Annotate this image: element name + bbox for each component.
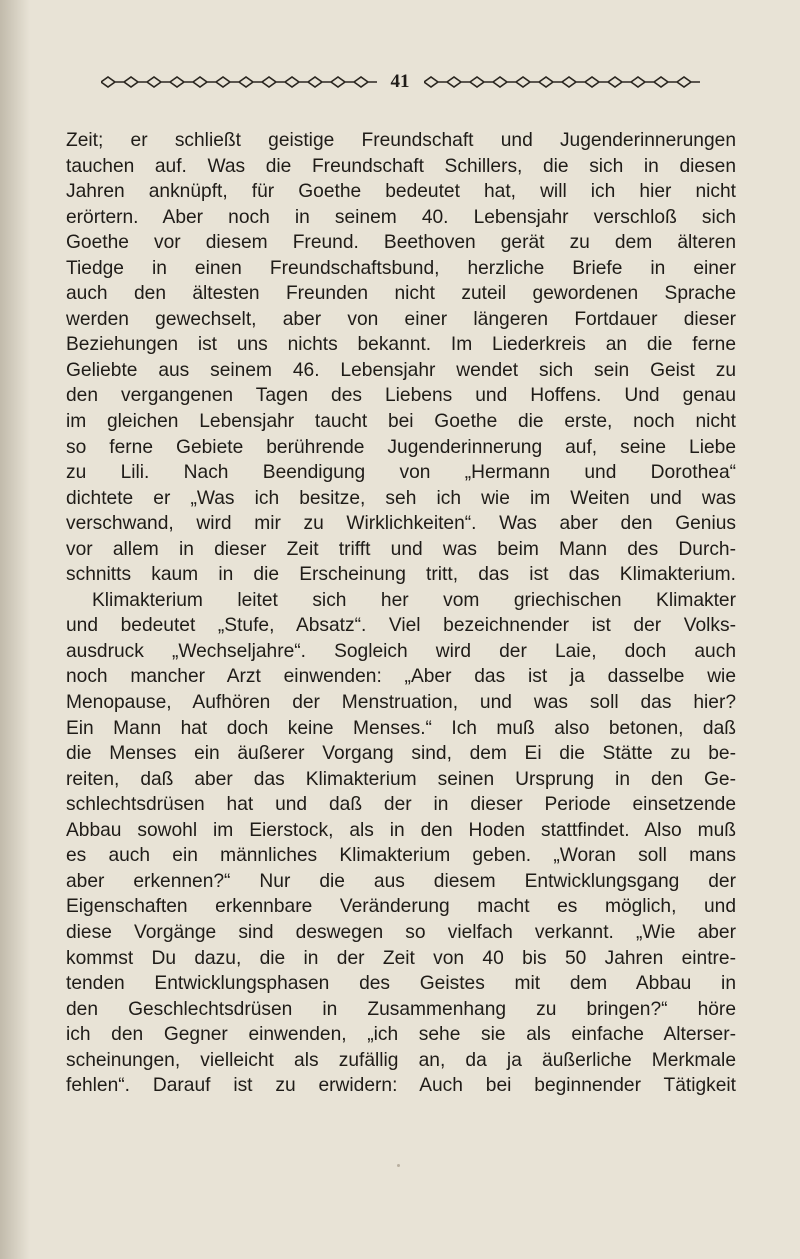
text-line: dichtete er „Was ich besitze, seh ich wie im Weiten und was <box>66 487 736 509</box>
text-line: noch mancher Arzt einwenden: „Aber das ist ja dasselbe wie <box>66 666 736 688</box>
text-line: diese Vorgänge sind deswegen so vielfach verkannt. „Wie aber <box>66 921 736 943</box>
text-line: Menopause, Aufhören der Menstruation, und was soll das hier? <box>66 692 736 714</box>
text-line: tauchen auf. Was die Freundschaft Schillers, die sich in diesen <box>66 155 736 177</box>
text-line: es auch ein männliches Klimakterium geben. „Woran soll mans <box>66 845 736 867</box>
page-number: 41 <box>390 71 410 92</box>
text-line: die Menses ein äußerer Vorgang sind, dem Ei die Stätte zu be- <box>66 743 736 765</box>
text-line: Beziehungen ist uns nichts bekannt. Im Liederkreis an die ferne <box>66 334 736 356</box>
text-line: Zeit; er schließt geistige Freundschaft und Jugenderinnerungen <box>66 130 736 151</box>
text-line: zu Lili. Nach Beendigung von „Hermann und Dorothea“ <box>66 462 736 484</box>
paper-speck <box>397 1164 400 1167</box>
body-text <box>66 128 736 1099</box>
text-line: den Geschlechtsdrüsen in Zusammenhang zu bringen?“ höre <box>66 998 736 1020</box>
text-line: Geliebte aus seinem 46. Lebensjahr wendet sich sein Geist zu <box>66 359 736 381</box>
text-line: den vergangenen Tagen des Liebens und Hoffens. Und genau <box>66 385 736 407</box>
text-line: schlechtsdrüsen hat und daß der in dieser Periode einsetzende <box>66 794 736 816</box>
text-line: Tiedge in einen Freundschaftsbund, herzliche Briefe in einer <box>66 257 736 279</box>
text-line: auch den ältesten Freunden nicht zuteil gewordenen Sprache <box>66 283 736 305</box>
text-line: Ein Mann hat doch keine Menses.“ Ich muß also betonen, daß <box>66 717 736 739</box>
text-line: Jahren anknüpft, für Goethe bedeutet hat, will ich hier nicht <box>66 181 736 203</box>
text-line: fehlen“. Darauf ist zu erwidern: Auch bei beginnender Tätigkeit <box>66 1075 736 1097</box>
text-line: erörtern. Aber noch in seinem 40. Lebensjahr verschloß sich <box>66 206 736 228</box>
right-ornament-icon <box>424 75 700 89</box>
text-line: kommst Du dazu, die in der Zeit von 40 bis 50 Jahren eintre- <box>66 947 736 969</box>
text-line: scheinungen, vielleicht als zufällig an, da ja äußerliche Merkmale <box>66 1049 736 1071</box>
text-line: Klimakterium leitet sich her vom griechischen Klimakter <box>92 589 736 611</box>
text-line: werden gewechselt, aber von einer längeren Fortdauer dieser <box>66 308 736 330</box>
text-line: ich den Gegner einwenden, „ich sehe sie als einfache Alterser- <box>66 1024 736 1046</box>
text-line: vor allem in dieser Zeit trifft und was beim Mann des Durch- <box>66 538 736 560</box>
text-line: reiten, daß aber das Klimakterium seinen Ursprung in den Ge- <box>66 768 736 790</box>
text-line: Abbau sowohl im Eierstock, als in den Hoden stattfindet. Also muß <box>66 819 736 841</box>
text-line: ausdruck „Wechseljahre“. Sogleich wird der Laie, doch auch <box>66 640 736 662</box>
text-line: so ferne Gebiete berührende Jugenderinnerung auf, seine Liebe <box>66 436 736 458</box>
text-line: tenden Entwicklungsphasen des Geistes mit dem Abbau in <box>66 973 736 995</box>
text-line: Goethe vor diesem Freund. Beethoven gerät zu dem älteren <box>66 232 736 254</box>
page-header <box>0 70 800 94</box>
text-line: im gleichen Lebensjahr taucht bei Goethe die erste, noch nicht <box>66 411 736 433</box>
text-line: verschwand, wird mir zu Wirklichkeiten“. Was aber den Genius <box>66 513 736 535</box>
text-line: schnitts kaum in die Erscheinung tritt, das ist das Klimakterium. <box>66 564 736 586</box>
text-line: aber erkennen?“ Nur die aus diesem Entwicklungsgang der <box>66 870 736 892</box>
left-ornament-icon <box>101 75 377 89</box>
text-line: Eigenschaften erkennbare Veränderung macht es möglich, und <box>66 896 736 918</box>
text-line: und bedeutet „Stufe, Absatz“. Viel bezeichnender ist der Volks- <box>66 615 736 637</box>
